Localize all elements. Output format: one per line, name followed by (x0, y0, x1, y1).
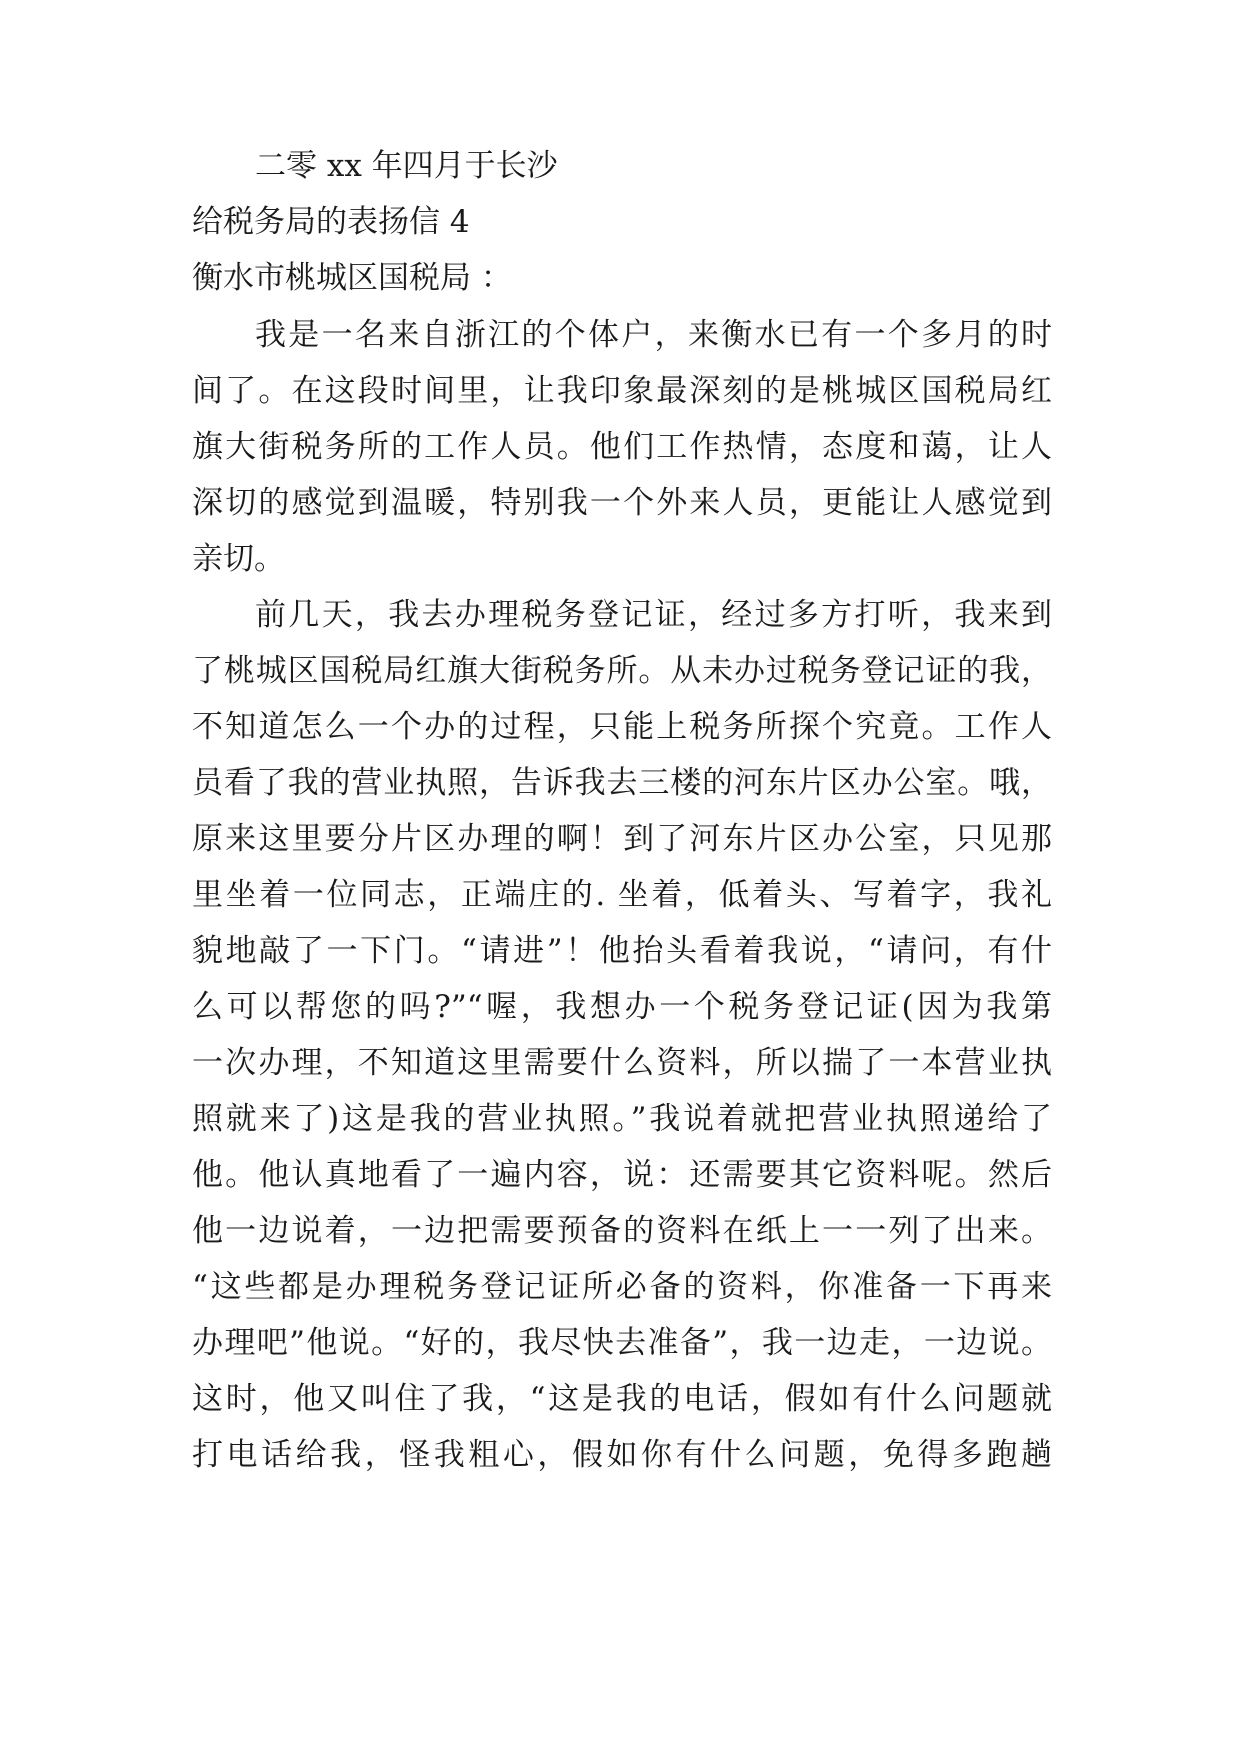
paragraph-line: 深切的感觉到温暖，特别我一个外来人员，更能让人感觉到 (192, 485, 1052, 521)
paragraph-line: 办理吧”他说。“好的，我尽快去准备”，我一边走，一边说。 (192, 1325, 1052, 1361)
paragraph-line: 员看了我的营业执照，告诉我去三楼的河东片区办公室。哦， (192, 765, 1052, 801)
letter-heading: 给税务局的表扬信 4 (192, 204, 470, 240)
paragraph-line: 貌地敲了一下门。“请进”！他抬头看着我说，“请问，有什 (192, 933, 1052, 969)
paragraph-line: 原来这里要分片区办理的啊！到了河东片区办公室，只见那 (192, 821, 1052, 857)
paragraph-line: 我是一名来自浙江的个体户，来衡水已有一个多月的时 (255, 317, 1052, 353)
paragraph-line: 不知道怎么一个办的过程，只能上税务所探个究竟。工作人 (192, 709, 1052, 745)
salutation: 衡水市桃城区国税局 ： (192, 260, 512, 296)
paragraph-line: 前几天，我去办理税务登记证，经过多方打听，我来到 (255, 597, 1052, 633)
paragraph-line: “这些都是办理税务登记证所必备的资料，你准备一下再来 (192, 1269, 1052, 1305)
paragraph-line: 打电话给我，怪我粗心，假如你有什么问题，免得多跑趟 (192, 1437, 1052, 1473)
paragraph-line: 亲切。 (192, 541, 285, 577)
paragraph-line: 了桃城区国税局红旗大街税务所。从未办过税务登记证的我， (192, 653, 1052, 689)
paragraph-line: 间了。在这段时间里，让我印象最深刻的是桃城区国税局红 (192, 373, 1052, 409)
paragraph-line: 照就来了)这是我的营业执照。”我说着就把营业执照递给了 (192, 1101, 1052, 1137)
paragraph-line: 一次办理，不知道这里需要什么资料，所以揣了一本营业执 (192, 1045, 1052, 1081)
paragraph-line: 旗大街税务所的工作人员。他们工作热情，态度和蔼，让人 (192, 429, 1052, 465)
paragraph-line: 他。他认真地看了一遍内容，说：还需要其它资料呢。然后 (192, 1157, 1052, 1193)
paragraph-line: 他一边说着，一边把需要预备的资料在纸上一一列了出来。 (192, 1213, 1052, 1249)
paragraph-line: 么可以帮您的吗?”“喔，我想办一个税务登记证(因为我第 (192, 989, 1052, 1025)
paragraph-line: 里坐着一位同志，正端庄的. 坐着，低着头、写着字，我礼 (192, 877, 1052, 913)
paragraph-line: 这时，他又叫住了我，“这是我的电话，假如有什么问题就 (192, 1381, 1052, 1417)
date-line: 二零 xx 年四月于长沙 (255, 148, 558, 184)
